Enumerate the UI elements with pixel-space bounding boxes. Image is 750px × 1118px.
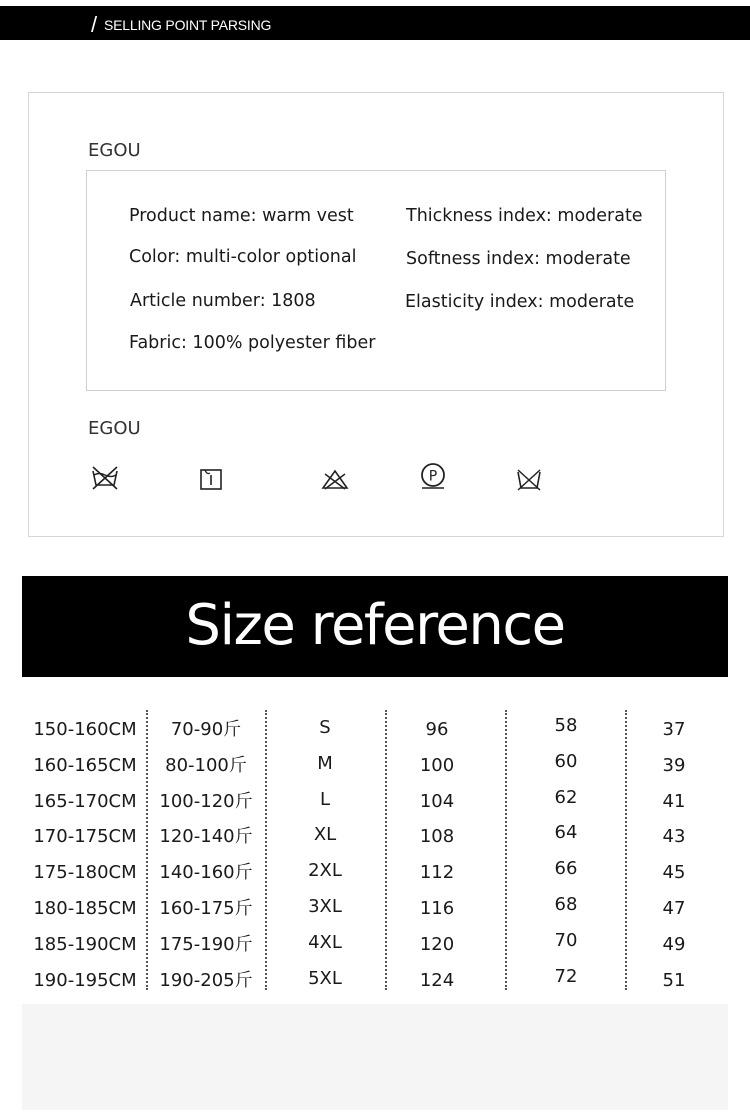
spec-thickness: Thickness index: moderate — [406, 206, 643, 226]
dry-clean-p-icon — [418, 461, 448, 491]
cell-size: 5XL — [308, 967, 342, 989]
cell-chest: 108 — [419, 826, 455, 848]
cell-weight: 80-100斤 — [165, 754, 247, 776]
cell-shoulder: 51 — [662, 969, 686, 991]
cell-length: 72 — [554, 965, 578, 987]
do-not-wash-icon — [90, 463, 120, 493]
cell-weight: 100-120斤 — [159, 790, 253, 812]
cell-height: 175-180CM — [33, 862, 137, 884]
cell-height: 190-195CM — [33, 969, 137, 991]
cell-shoulder: 47 — [662, 898, 686, 919]
spec-elasticity: Elasticity index: moderate — [405, 292, 635, 312]
header-title: SELLING POINT PARSING — [104, 17, 272, 33]
section-header-bar — [0, 6, 750, 40]
cell-height: 180-185CM — [33, 898, 137, 919]
cell-chest: 96 — [425, 719, 449, 740]
column-divider — [505, 710, 507, 990]
spec-softness: Softness index: moderate — [406, 249, 631, 269]
spec-article-number: Article number: 1808 — [130, 291, 316, 311]
cell-chest: 104 — [419, 790, 455, 812]
spec-fabric: Fabric: 100% polyester fiber — [129, 333, 376, 353]
column-divider — [625, 710, 627, 990]
cell-chest: 120 — [419, 933, 455, 955]
cell-size: 2XL — [308, 860, 342, 882]
column-divider — [385, 710, 387, 990]
spec-box — [86, 170, 666, 391]
spec-color: Color: multi-color optional — [129, 247, 357, 267]
cell-weight: 190-205斤 — [159, 969, 253, 991]
cell-length: 60 — [554, 750, 578, 772]
cell-height: 150-160CM — [33, 719, 137, 740]
cell-length: 66 — [554, 858, 578, 880]
bottom-panel — [22, 1004, 728, 1110]
cell-size: XL — [313, 824, 337, 846]
cell-weight: 160-175斤 — [159, 898, 253, 919]
header-slash: / — [91, 12, 98, 37]
cell-height: 185-190CM — [33, 933, 137, 955]
cell-height: 165-170CM — [33, 790, 137, 812]
cell-size: 3XL — [308, 896, 342, 917]
cell-shoulder: 37 — [662, 719, 686, 740]
size-reference-banner — [22, 576, 728, 677]
cell-chest: 124 — [419, 969, 455, 991]
cell-weight: 140-160斤 — [159, 862, 253, 884]
tumble-dry-icon — [196, 464, 226, 494]
do-not-wash-crossed-tub-icon — [514, 464, 544, 494]
cell-length: 62 — [554, 786, 578, 808]
cell-weight: 120-140斤 — [159, 826, 253, 848]
cell-height: 170-175CM — [33, 826, 137, 848]
brand-label-care: EGOU — [88, 418, 141, 439]
cell-size: S — [319, 717, 331, 738]
cell-weight: 70-90斤 — [170, 719, 242, 740]
svg-text:P: P — [428, 468, 438, 485]
cell-shoulder: 45 — [662, 862, 686, 884]
spec-product-name: Product name: warm vest — [129, 206, 354, 226]
cell-length: 64 — [554, 822, 578, 844]
cell-weight: 175-190斤 — [159, 933, 253, 955]
cell-size: 4XL — [308, 931, 342, 953]
cell-shoulder: 41 — [662, 790, 686, 812]
cell-length: 70 — [554, 929, 578, 951]
cell-chest: 112 — [419, 862, 455, 884]
cell-size: L — [319, 788, 331, 810]
cell-shoulder: 43 — [662, 826, 686, 848]
column-divider — [265, 710, 267, 990]
column-divider — [146, 710, 148, 990]
cell-shoulder: 39 — [662, 754, 686, 776]
size-reference-title: Size reference — [185, 593, 565, 658]
cell-size: M — [317, 752, 333, 774]
size-table — [0, 710, 750, 990]
do-not-bleach-icon — [320, 465, 350, 495]
cell-chest: 100 — [419, 754, 455, 776]
cell-height: 160-165CM — [33, 754, 137, 776]
cell-length: 68 — [554, 894, 578, 915]
brand-label: EGOU — [88, 140, 141, 161]
cell-shoulder: 49 — [662, 933, 686, 955]
cell-length: 58 — [554, 715, 578, 736]
cell-chest: 116 — [419, 898, 455, 919]
